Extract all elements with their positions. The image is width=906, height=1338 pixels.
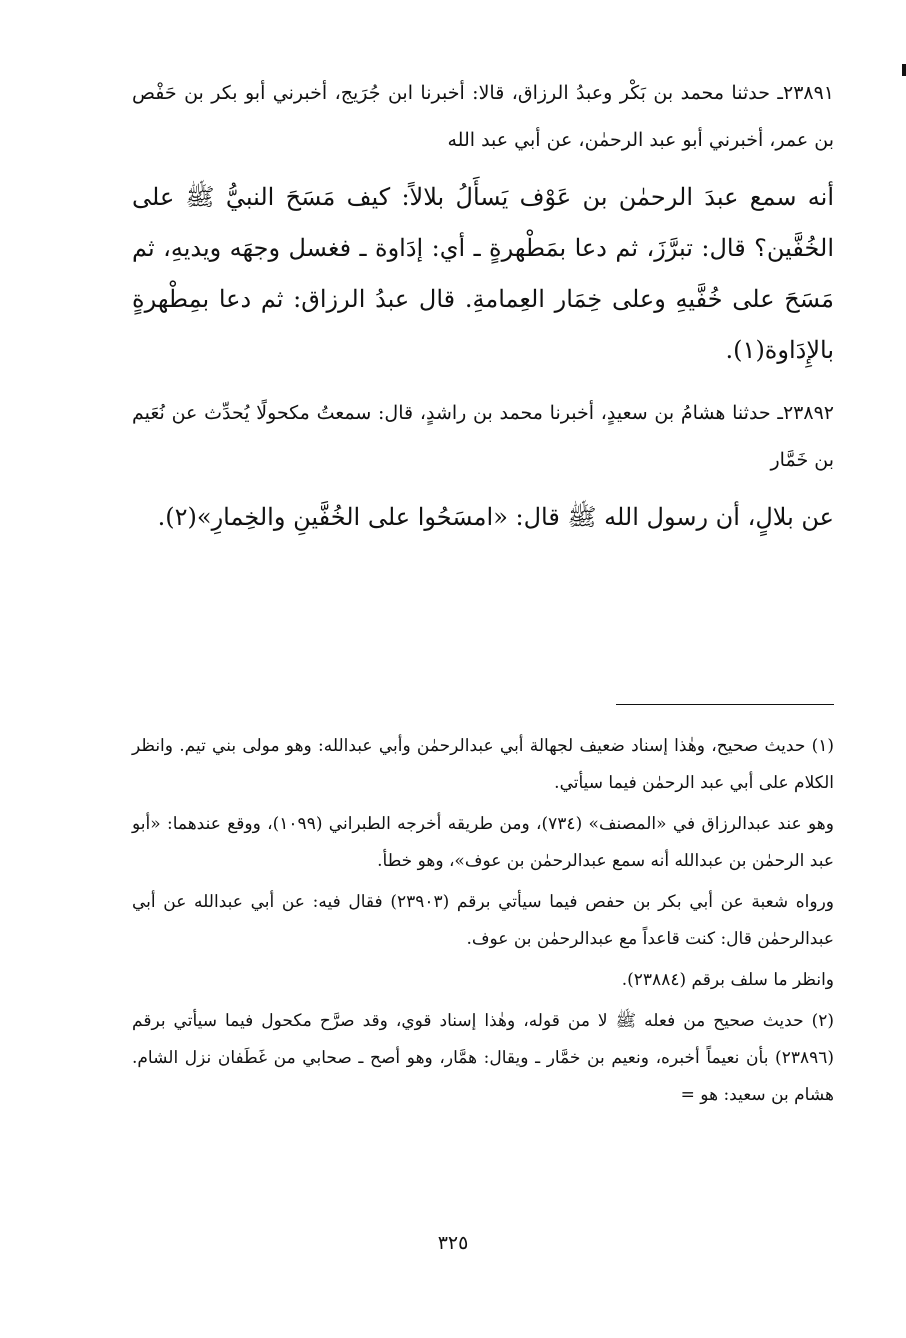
footnote-separator bbox=[616, 704, 834, 705]
footnote-1-para-3: ورواه شعبة عن أبي بكر بن حفص فيما سيأتي برقم (٢٣٩٠٣) فقال فيه: عن أبي عبدالله عن أبي عبدالرحمٰن قال: كنت قاعداً مع عبدالرحمٰن بن عوف. bbox=[132, 892, 834, 949]
page-edge-mark bbox=[902, 64, 906, 76]
hadith-23891-matn: أنه سمع عبدَ الرحمٰن بن عَوْف يَسأَلُ بلالاً: كيف مَسَحَ النبيُّ ﷺ على الخُفَّين؟ قال: تبرَّزَ، ثم دعا بمَطْهرةٍ ـ أي: إدَاوة ـ فغسل وجهَه ويديهِ، ثم مَسَحَ على خُفَّيهِ وعلى خِمَار العِمامةِ. قال عبدُ الرزاق: ثم دعا بمِطْهرةٍ بالإِدَاوة(١). bbox=[132, 183, 835, 364]
page-number: ٣٢٥ bbox=[437, 1232, 469, 1254]
footnote-1-para-1: (١) حديث صحيح، وهٰذا إسناد ضعيف لجهالة أبي عبدالرحمٰن وأبي عبدالله: وهو مولى بني تيم. وانظر الكلام على أبي عبد الرحمٰن فيما سيأتي. bbox=[132, 736, 834, 793]
main-text bbox=[132, 70, 834, 553]
hadith-23892-isnad: ٢٣٨٩٢ـ حدثنا هشامُ بن سعيدٍ، أخبرنا محمد بن راشدٍ، قال: سمعتُ مكحولًا يُحدِّث عن نُعَيم بن خَمَّار bbox=[132, 402, 834, 471]
hadith-23891-isnad: ٢٣٨٩١ـ حدثنا محمد بن بَكْر وعبدُ الرزاق، قالا: أخبرنا ابن جُرَيج، أخبرني أبو بكر بن حَفْص بن عمر، أخبرني أبو عبد الرحمٰن، عن أبي عبد الله bbox=[132, 82, 835, 151]
hadith-23892-matn: عن بلالٍ، أن رسول الله ﷺ قال: «امسَحُوا على الخُفَّينِ والخِمارِ»(٢). bbox=[157, 503, 834, 531]
footnote-1-para-2: وهو عند عبدالرزاق في «المصنف» (٧٣٤)، ومن طريقه أخرجه الطبراني (١٠٩٩)، ووقع عندهما: «أبو عبد الرحمٰن بن عبدالله أنه سمع عبدالرحمٰن بن عوف»، وهو خطأ. bbox=[132, 814, 834, 871]
footnote-1-para-4: وانظر ما سلف برقم (٢٣٨٨٤). bbox=[621, 970, 834, 990]
footnote-2: (٢) حديث صحيح من فعله ﷺ لا من قوله، وهٰذا إسناد قوي، وقد صرَّح مكحول فيما سيأتي برقم (٢٣٨٩٦) بأن نعيماً أخبره، ونعيم بن خمَّار ـ ويقال: همَّار، وهو أصح ـ صحابي من غَطَفان نزل الشام. هشام بن سعيد: هو = bbox=[132, 1011, 834, 1105]
footnotes bbox=[132, 728, 834, 1118]
